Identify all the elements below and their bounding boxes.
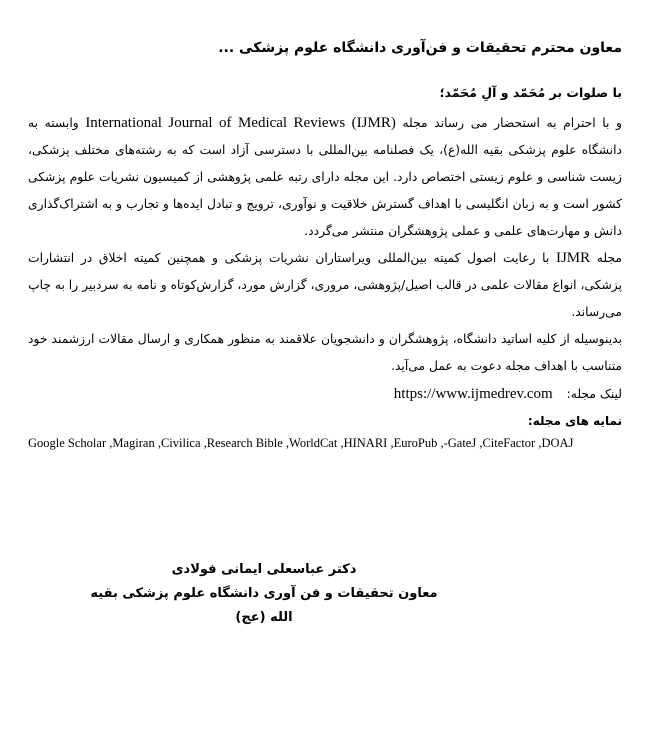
intro-body-text: وابسته به دانشگاه علوم پزشکی بقیه الله(ع)، یک فصلنامه بین‌المللی با دسترسی آزاد است که به رشته‌های مختلف پزشکی، زیست شناسی و علوم زیستی اختصاص دارد. این مجله دارای رتبه علمی پژوهشی از کمیسیون نشریات علوم پزشکی کشور است و به زبان انگلیسی با اهداف گسترش خلاقیت و نوآوری، ترویج و تبادل ایده‌ها و تجارب و به اشتراک‌گذاری دانش و مهارت‌های علمی و عملی پژوهشگران منتشر می‌گردد. [28, 116, 622, 238]
journal-link-label: لینک مجله: [566, 387, 622, 401]
journal-link[interactable]: https://www.ijmedrev.com [393, 386, 553, 402]
paragraph-intro [28, 110, 622, 245]
signer-title: معاون تحقیقات و فن آوری دانشگاه علوم پزشکی بقیه الله (عج) [90, 586, 438, 625]
signature-block [84, 558, 444, 630]
letter-greeting: با صلوات بر مُحَمّد و آلِ مُحَمّد؛ [439, 85, 622, 100]
indexing-label: نمایه های مجله: [527, 414, 622, 428]
journal-link-row [28, 382, 622, 406]
scope-lead-text: مجله [596, 251, 622, 265]
intro-lead-text: و با احترام به استحضار می رساند مجله [402, 116, 622, 130]
journal-title: International Journal of Medical Reviews (IJMR) [85, 115, 396, 131]
journal-abbreviation: IJMR [555, 250, 591, 266]
signer-name: دکتر عباسعلی ایمانی فولادی [171, 562, 357, 577]
letter-recipient: معاون محترم تحقیقات و فن‌آوری دانشگاه علوم پزشکی ... [218, 40, 622, 56]
paragraph-scope [28, 245, 622, 326]
scope-body-text: با رعایت اصول کمیته بین‌المللی ویراستاران نشریات پزشکی و همچنین کمیته اخلاق در انتشارات پزشکی، انواع مقالات علمی در قالب اصیل/پژوهشی، مروری، گزارش مورد، گزارش‌کوتاه و نامه به سردبیر را به چاپ می‌رساند. [28, 251, 622, 319]
indexing-list: Google Scholar ,Magiran ,Civilica ,Research Bible ,WorldCat ,HINARI ,EuroPub ,-GateJ ,CiteFactor ,DOAJ [28, 436, 574, 450]
paragraph-invitation: بدینوسیله از کلیه اساتید دانشگاه، پژوهشگران و دانشجویان علاقمند به منظور همکاری و ارسال مقالات ارزشمند خود متناسب با اهداف مجله دعوت به عمل می‌آید. [28, 332, 622, 373]
